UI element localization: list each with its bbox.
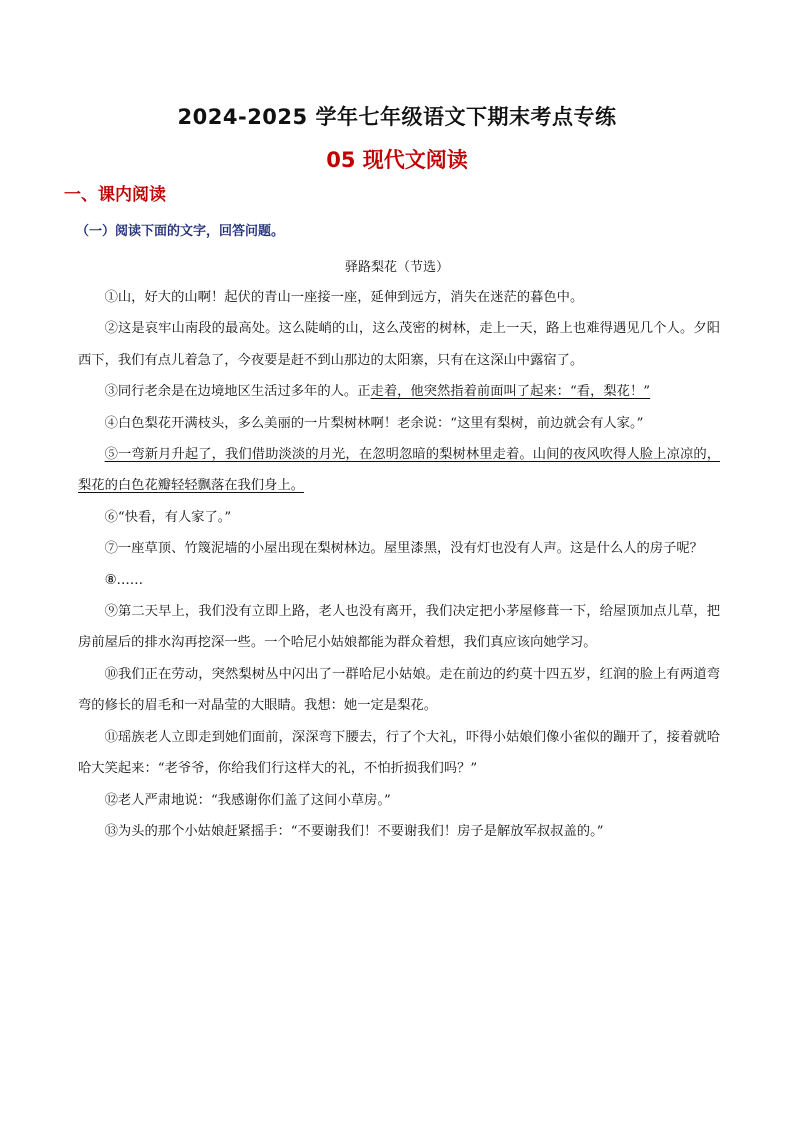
paragraph-10: ⑩我们正在劳动，突然梨树丛中闪出了一群哈尼小姑娘。走在前边的约莫十四五岁，红润的脸上有两道弯弯的修长的眉毛和一对晶莹的大眼睛。我想：她一定是梨花。 — [78, 666, 720, 714]
paragraph-2: ②这是哀牢山南段的最高处。这么陡峭的山，这么茂密的树林，走上一天，路上也难得遇见几个人。夕阳西下，我们有点儿着急了，今夜要是赶不到山那边的太阳寨，只有在这深山中露宿了。 — [78, 321, 720, 368]
paragraph-3: ③同行老余是在边境地区生活过多年的人。正走着，他突然指着前面叫了起来：“看，梨花！” — [104, 384, 651, 400]
paragraph-11: ⑪瑶族老人立即走到她们面前，深深弯下腰去，行了个大礼，吓得小姑娘们像小雀似的蹦开了，接着就哈哈大笑起来：“老爷爷，你给我们行这样大的礼，不怕折损我们吗？” — [78, 729, 720, 777]
question-prompt: （一）阅读下面的文字，回答问题。 — [76, 224, 285, 239]
passage-body — [78, 282, 720, 847]
paragraph-1: ①山，好大的山啊！起伏的青山一座接一座，延伸到远方，消失在迷茫的暮色中。 — [104, 290, 584, 305]
paragraph-5 — [78, 439, 720, 502]
paragraph-6: ⑥“快看，有人家了。” — [104, 509, 232, 525]
page-subtitle: 05 现代文阅读 — [326, 148, 468, 172]
underlined-sentence: ⑤一弯新月升起了，我们借助淡淡的月光，在忽明忽暗的梨树林里走着。山间的夜风吹得人脸上凉凉的，梨花的白色花瓣轻轻飘落在我们身上。 — [78, 447, 720, 494]
paragraph-12: ⑫老人严肃地说：“我感谢你们盖了这间小草房。” — [104, 792, 391, 808]
paragraph-13: ⑬为头的那个小姑娘赶紧摇手：“不要谢我们！不要谢我们！房子是解放军叔叔盖的。” — [104, 823, 604, 839]
page-title: 2024-2025 学年七年级语文下期末考点专练 — [177, 105, 617, 129]
underlined-sentence: 走着，他突然指着前面叫了起来：“看，梨花！” — [370, 384, 651, 400]
paragraph-4: ④白色梨花开满枝头，多么美丽的一片梨树林啊！老余说：“这里有梨树，前边就会有人家。” — [104, 415, 644, 431]
paragraph-9: ⑨第二天早上，我们没有立即上路，老人也没有离开，我们决定把小茅屋修葺一下，给屋顶加点儿草，把房前屋后的排水沟再挖深一些。一个哈尼小姑娘都能为群众着想，我们真应该向她学习。 — [78, 604, 720, 651]
passage-title: 驿路梨花（节选） — [344, 260, 449, 275]
section-heading: 一、课内阅读 — [64, 185, 166, 205]
paragraph-8: ⑧…… — [104, 572, 144, 588]
paragraph-7: ⑦一座草顶、竹篾泥墙的小屋出现在梨树林边。屋里漆黑，没有灯也没有人声。这是什么人的房子呢？ — [104, 541, 703, 557]
